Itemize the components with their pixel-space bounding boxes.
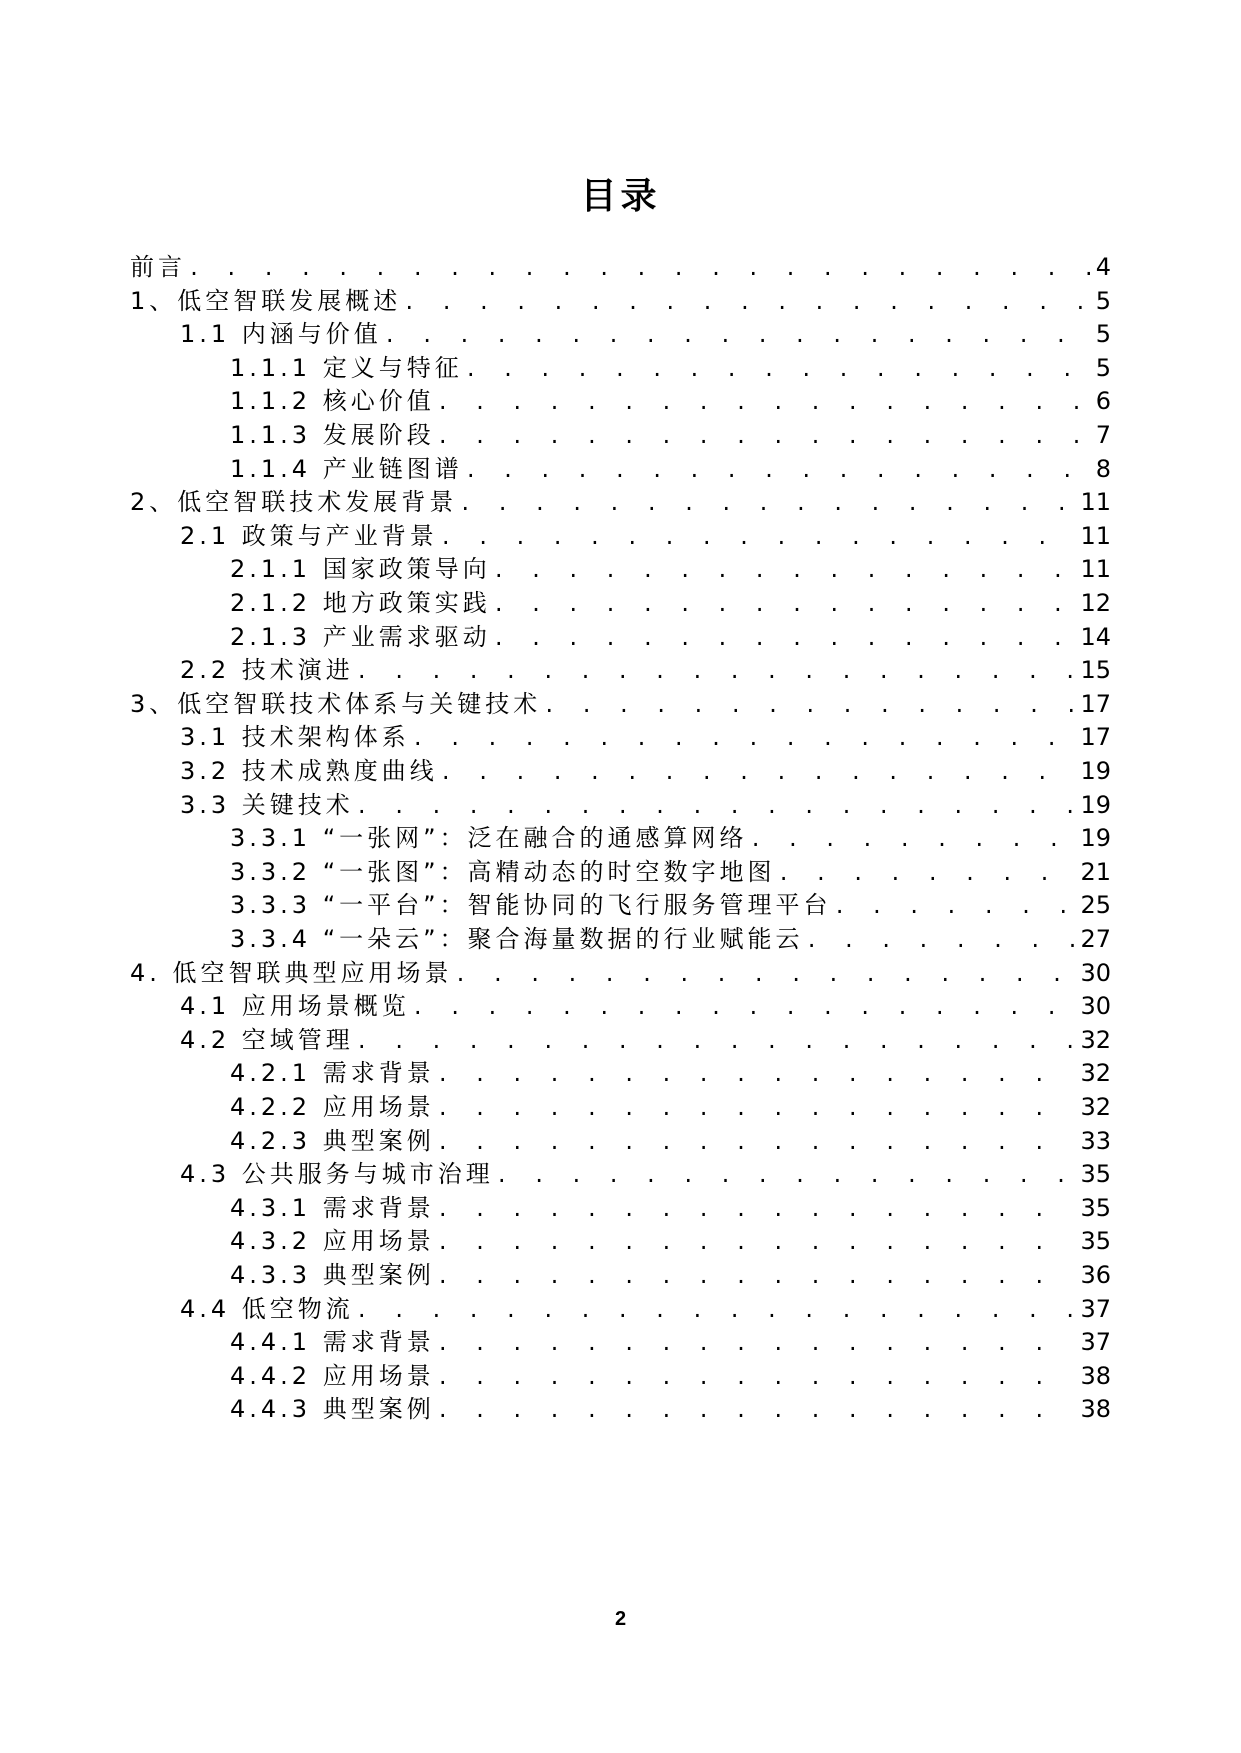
toc-entry-page: 5 xyxy=(1095,286,1111,315)
toc-entry-page: 17 xyxy=(1080,723,1111,752)
toc-entry-page: 14 xyxy=(1080,622,1111,651)
toc-entry-page: 5 xyxy=(1095,353,1111,382)
toc-dot-leader xyxy=(437,1056,1075,1093)
toc-dot-leader xyxy=(806,922,1075,959)
toc-entry-title: 4.3 公共服务与城市治理 xyxy=(180,1160,494,1189)
toc-dot-leader xyxy=(188,250,1090,287)
toc-entry-title: 2.2 技术演进 xyxy=(180,656,354,685)
toc-entry-title: 4.3.2 应用场景 xyxy=(230,1227,435,1256)
toc-entry-page: 19 xyxy=(1080,757,1111,785)
toc-entry-page: 33 xyxy=(1080,1126,1111,1155)
toc-entry-title: 前言 xyxy=(130,253,186,281)
toc-entry[interactable] xyxy=(180,787,1111,824)
toc-entry-title: 3.3.3 “一平台”：智能协同的飞行服务管理平台 xyxy=(230,891,832,920)
toc-entry-page: 25 xyxy=(1080,891,1111,920)
toc-entry-title: 4.2.1 需求背景 xyxy=(230,1059,435,1088)
toc-entry-title: 2.1.2 地方政策实践 xyxy=(230,589,491,617)
toc-entry-title: 4.1 应用场景概览 xyxy=(180,992,410,1021)
toc-entry[interactable] xyxy=(180,988,1111,1025)
toc-entry-title: 4.2 空域管理 xyxy=(180,1025,354,1054)
toc-entry[interactable] xyxy=(230,417,1111,454)
toc-entry-page: 32 xyxy=(1080,1059,1111,1088)
toc-entry-page: 17 xyxy=(1080,689,1111,718)
toc-entry-page: 12 xyxy=(1080,589,1111,617)
toc-entry[interactable] xyxy=(130,686,1111,723)
toc-dot-leader xyxy=(459,485,1074,522)
toc-entry-page: 19 xyxy=(1080,790,1111,819)
toc-entry-page: 37 xyxy=(1080,1328,1111,1357)
toc-entry-title: 1.1.1 定义与特征 xyxy=(230,353,463,382)
toc-dot-leader xyxy=(750,821,1075,858)
toc-entry-page: 11 xyxy=(1080,555,1111,584)
toc-dot-leader xyxy=(493,552,1075,589)
toc-entry[interactable] xyxy=(230,921,1111,958)
toc-dot-leader xyxy=(356,1292,1075,1329)
toc-dot-leader xyxy=(437,1224,1075,1261)
toc-entry[interactable] xyxy=(230,1123,1111,1160)
toc-entry[interactable] xyxy=(180,719,1111,756)
toc-entry[interactable] xyxy=(180,652,1111,689)
toc-entry-title: 2、低空智联技术发展背景 xyxy=(130,488,458,517)
toc-entry-page: 4 xyxy=(1095,253,1111,281)
toc-entry[interactable] xyxy=(130,249,1111,286)
toc-dot-leader xyxy=(356,653,1075,690)
toc-dot-leader xyxy=(384,317,1090,354)
toc-entry-title: 3.3.4 “一朵云”：聚合海量数据的行业赋能云 xyxy=(230,925,804,953)
toc-entry[interactable] xyxy=(130,955,1111,992)
toc-entry-title: 4.4.2 应用场景 xyxy=(230,1361,435,1390)
toc-entry-title: 1.1.3 发展阶段 xyxy=(230,421,435,449)
toc-dot-leader xyxy=(356,1023,1075,1060)
toc-dot-leader xyxy=(437,1191,1075,1228)
toc-entry-page: 32 xyxy=(1080,1025,1111,1054)
toc-entry-title: 4.2.2 应用场景 xyxy=(230,1093,435,1121)
toc-entry[interactable] xyxy=(230,1324,1111,1361)
toc-dot-leader xyxy=(412,989,1075,1026)
page-title: 目录 xyxy=(580,176,661,217)
toc-entry[interactable] xyxy=(230,585,1111,622)
toc-entry-title: 4. 低空智联典型应用场景 xyxy=(130,958,453,987)
toc-entry-page: 7 xyxy=(1095,421,1111,449)
toc-entry-title: 1、低空智联发展概述 xyxy=(130,286,402,315)
toc-dot-leader xyxy=(465,452,1090,489)
toc-entry-title: 4.4 低空物流 xyxy=(180,1294,354,1323)
toc-entry-page: 37 xyxy=(1080,1294,1111,1323)
toc-dot-leader xyxy=(437,1392,1075,1429)
toc-dot-leader xyxy=(465,351,1090,388)
toc-dot-leader xyxy=(440,519,1075,556)
toc-entry-page: 35 xyxy=(1080,1193,1111,1222)
toc-entry-title: 3.3 关键技术 xyxy=(180,790,354,819)
toc-dot-leader xyxy=(437,1090,1075,1127)
toc-entry[interactable] xyxy=(230,854,1111,891)
toc-dot-leader xyxy=(778,855,1075,892)
toc-entry-page: 32 xyxy=(1080,1093,1111,1121)
toc-entry-title: 3.2 技术成熟度曲线 xyxy=(180,757,438,785)
toc-entry-title: 1.1.2 核心价值 xyxy=(230,387,435,416)
toc-entry-page: 11 xyxy=(1080,488,1111,517)
toc-entry-title: 4.3.1 需求背景 xyxy=(230,1193,435,1222)
toc-entry-page: 5 xyxy=(1095,320,1111,349)
page-number: 2 xyxy=(614,1608,627,1630)
toc-entry[interactable] xyxy=(230,1391,1111,1428)
toc-entry[interactable] xyxy=(180,316,1111,353)
toc-entry-page: 8 xyxy=(1095,454,1111,483)
toc-entry-page: 15 xyxy=(1080,656,1111,685)
toc-entry[interactable] xyxy=(230,619,1111,656)
toc-dot-leader xyxy=(543,687,1074,724)
toc-entry[interactable] xyxy=(230,1055,1111,1092)
toc-dot-leader xyxy=(437,1124,1075,1161)
toc-entry-page: 6 xyxy=(1095,387,1111,416)
toc-entry-title: 3.1 技术架构体系 xyxy=(180,723,410,752)
toc-entry[interactable] xyxy=(230,1089,1111,1126)
toc-entry[interactable] xyxy=(230,551,1111,588)
toc-entry[interactable] xyxy=(180,1022,1111,1059)
toc-entry-page: 21 xyxy=(1080,857,1111,886)
toc-entry-title: 1.1 内涵与价值 xyxy=(180,320,382,349)
toc-entry-page: 36 xyxy=(1080,1261,1111,1289)
toc-entry-title: 4.2.3 典型案例 xyxy=(230,1126,435,1155)
toc-dot-leader xyxy=(834,888,1075,925)
toc-dot-leader xyxy=(437,1325,1075,1362)
toc-entry-title: 4.4.1 需求背景 xyxy=(230,1328,435,1357)
toc-dot-leader xyxy=(440,754,1075,791)
toc-entry-title: 1.1.4 产业链图谱 xyxy=(230,454,463,483)
toc-entry[interactable] xyxy=(230,451,1111,488)
toc-entry[interactable] xyxy=(180,1156,1111,1193)
toc-dot-leader xyxy=(437,1359,1075,1396)
toc-dot-leader xyxy=(493,620,1075,657)
toc-entry[interactable] xyxy=(230,1358,1111,1395)
toc-entry[interactable] xyxy=(180,518,1111,555)
toc-entry[interactable] xyxy=(230,820,1111,857)
toc-dot-leader xyxy=(412,720,1075,757)
toc-entry-page: 35 xyxy=(1080,1160,1111,1189)
toc-dot-leader xyxy=(437,418,1090,455)
toc-entry[interactable] xyxy=(230,1190,1111,1227)
toc-entry-page: 30 xyxy=(1080,992,1111,1021)
toc-entry[interactable] xyxy=(230,1223,1111,1260)
toc-entry-page: 38 xyxy=(1080,1361,1111,1390)
toc-entry[interactable] xyxy=(230,1257,1111,1294)
toc-dot-leader xyxy=(356,788,1075,825)
toc-dot-leader xyxy=(496,1157,1075,1194)
toc-dot-leader xyxy=(437,1258,1075,1295)
toc-entry[interactable] xyxy=(230,887,1111,924)
toc-entry[interactable] xyxy=(130,484,1111,521)
toc-dot-leader xyxy=(403,284,1089,321)
toc-entry-title: 4.4.3 典型案例 xyxy=(230,1395,435,1424)
toc-entry-page: 19 xyxy=(1080,824,1111,853)
toc-entry[interactable] xyxy=(230,350,1111,387)
toc-entry-title: 3.3.1 “一张网”：泛在融合的通感算网络 xyxy=(230,824,748,853)
toc-entry-title: 2.1 政策与产业背景 xyxy=(180,521,438,550)
toc-entry-page: 27 xyxy=(1080,925,1111,953)
toc-entry-title: 3、低空智联技术体系与关键技术 xyxy=(130,689,542,718)
toc-entry[interactable] xyxy=(180,753,1111,790)
toc-entry-page: 11 xyxy=(1080,521,1111,550)
toc-dot-leader xyxy=(493,586,1075,623)
toc-entry-title: 2.1.1 国家政策导向 xyxy=(230,555,491,584)
toc-entry[interactable] xyxy=(130,283,1111,320)
toc-entry-title: 4.3.3 典型案例 xyxy=(230,1261,435,1289)
toc-entry-page: 38 xyxy=(1080,1395,1111,1424)
toc-entry-title: 3.3.2 “一张图”：高精动态的时空数字地图 xyxy=(230,857,776,886)
toc-entry[interactable] xyxy=(230,383,1111,420)
toc-entry-page: 35 xyxy=(1080,1227,1111,1256)
toc-entry-page: 30 xyxy=(1080,958,1111,987)
toc-dot-leader xyxy=(437,384,1090,421)
toc-entry-title: 2.1.3 产业需求驱动 xyxy=(230,622,491,651)
toc-dot-leader xyxy=(455,956,1075,993)
toc-entry[interactable] xyxy=(180,1291,1111,1328)
